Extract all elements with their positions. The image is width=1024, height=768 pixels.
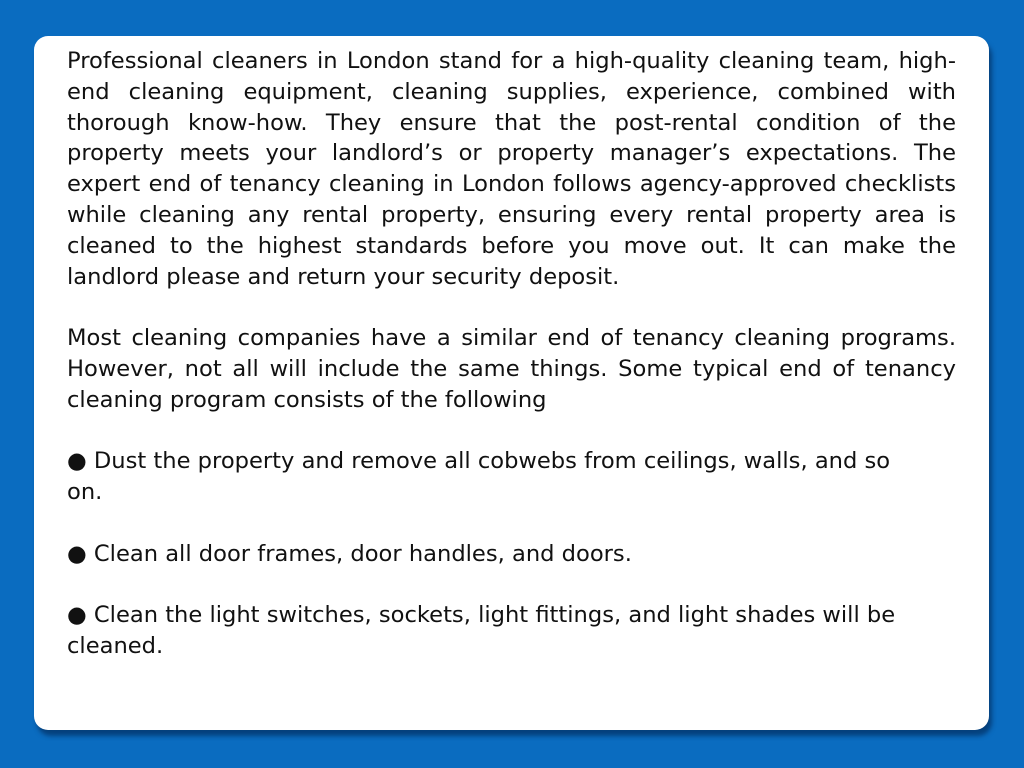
bullet-item-dust: ● Dust the property and remove all cobwebs from ceilings, walls, and so on. [67, 448, 891, 506]
bullet-item-light-switches: ● Clean the light switches, sockets, light fittings, and light shades will be cleaned. [67, 602, 896, 660]
paragraph-programs: Most cleaning companies have a similar end of tenancy cleaning programs. However, not all will include the same things. Some typical end of tenancy cleaning program consists of the following [67, 325, 956, 413]
bullet-item-doors: ● Clean all door frames, door handles, and doors. [67, 540, 632, 567]
content-card [34, 36, 989, 730]
paragraph-intro: Professional cleaners in London stand for a high-quality cleaning team, high-end cleaning equipment, cleaning supplies, experience, combined with thorough know-how. They ensure that the post-rental condition of the property meets your landlord’s or property manager’s expectations. The expert end of tenancy cleaning in London follows agency-approved checklists while cleaning any rental property, ensuring every rental property area is cleaned to the highest standards before you move out. It can make the landlord please and return your security deposit. [67, 48, 956, 290]
slide-text [67, 46, 956, 662]
